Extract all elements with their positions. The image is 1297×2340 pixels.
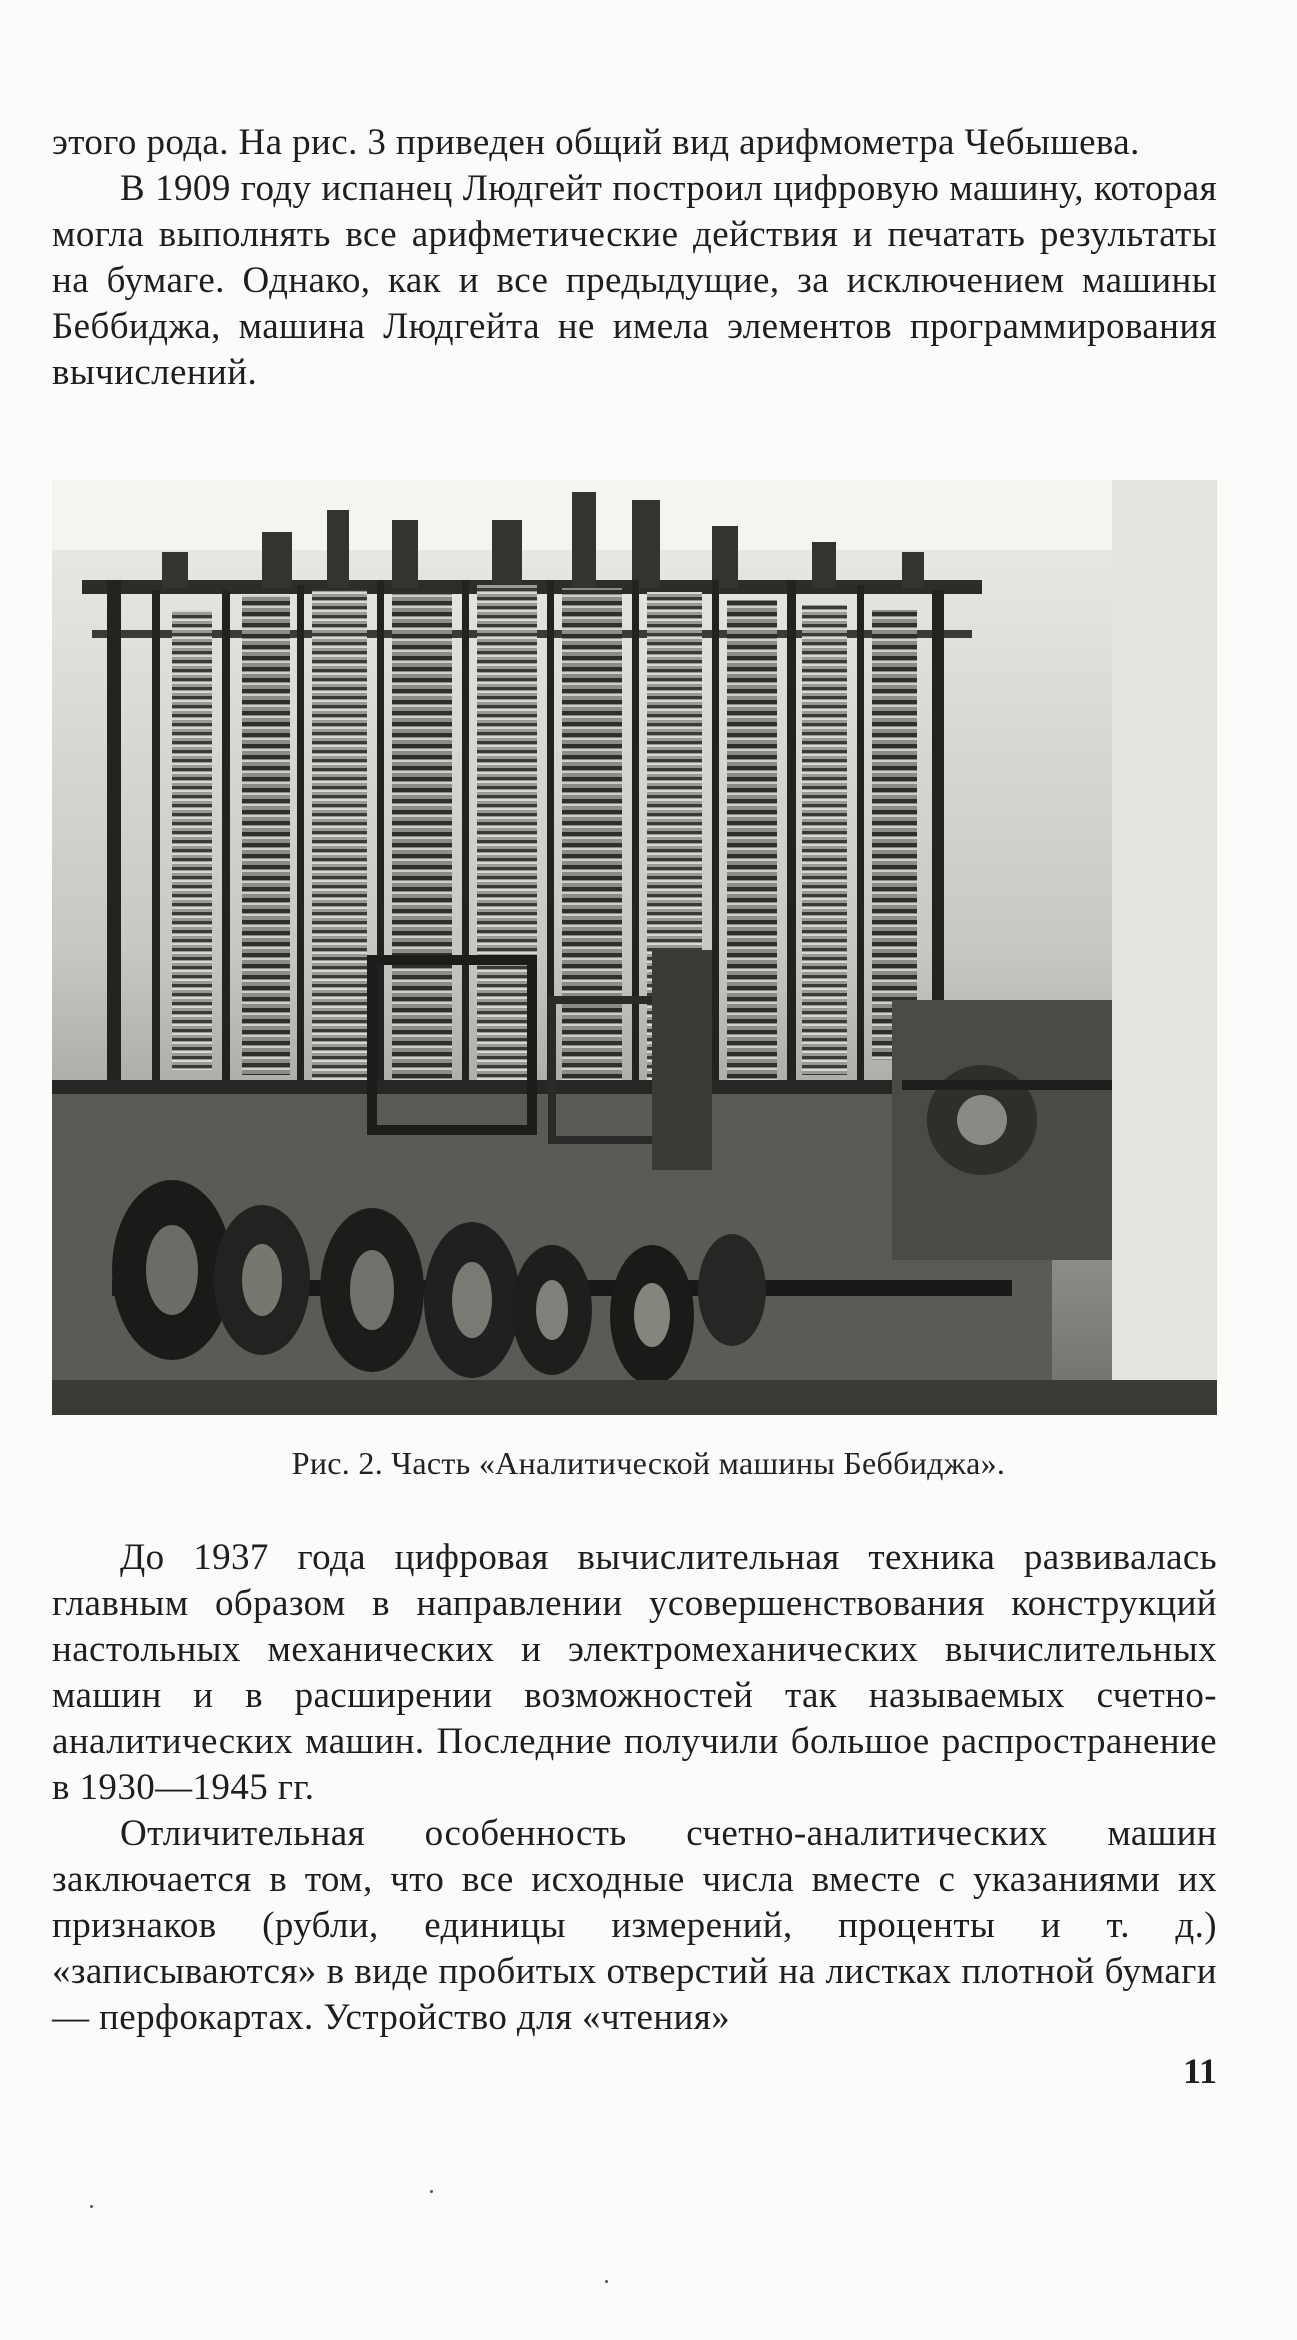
scan-speck <box>605 2280 608 2283</box>
scan-speck <box>430 2190 433 2193</box>
paragraph-continuation: этого рода. На рис. 3 приведен общий вид арифмометра Чебышева. <box>52 122 1140 163</box>
paragraph-punch-cards: Отличительная особенность счетно-аналитических машин заключается в том, что все исходные числа вместе с указаниями их признаков (рубли, единицы измерений, проценты и т. д.) «записываются» в виде пробитых отверстий на листках плотной бумаги — перфокартах. Устройство для «чтения» <box>52 1813 1217 2038</box>
figure-caption: Рис. 2. Часть «Аналитической машины Беббиджа». <box>291 1445 1006 1481</box>
top-text-block <box>52 120 1217 396</box>
paragraph-ludgate: В 1909 году испанец Людгейт построил цифровую машину, которая могла выполнять все арифметические действия и печатать результаты на бумаге. Однако, как и все предыдущие, за исключением машины Беббиджа, машина Людгейта не имела элементов программирования вычислений. <box>52 168 1217 393</box>
page-number: 11 <box>1182 2051 1217 2091</box>
bottom-text-block <box>52 1535 1217 2041</box>
paragraph-history-1937: До 1937 года цифровая вычислительная техника развивалась главным образом в направлении усовершенствования конструкций настольных механических и электромеханических вычислительных машин и в расширении возможностей так называемых счетно-аналитических машин. Последние получили большое распространение в 1930—1945 гг. <box>52 1537 1217 1808</box>
babbage-engine-photo <box>52 480 1217 1415</box>
scan-speck <box>90 2205 93 2208</box>
